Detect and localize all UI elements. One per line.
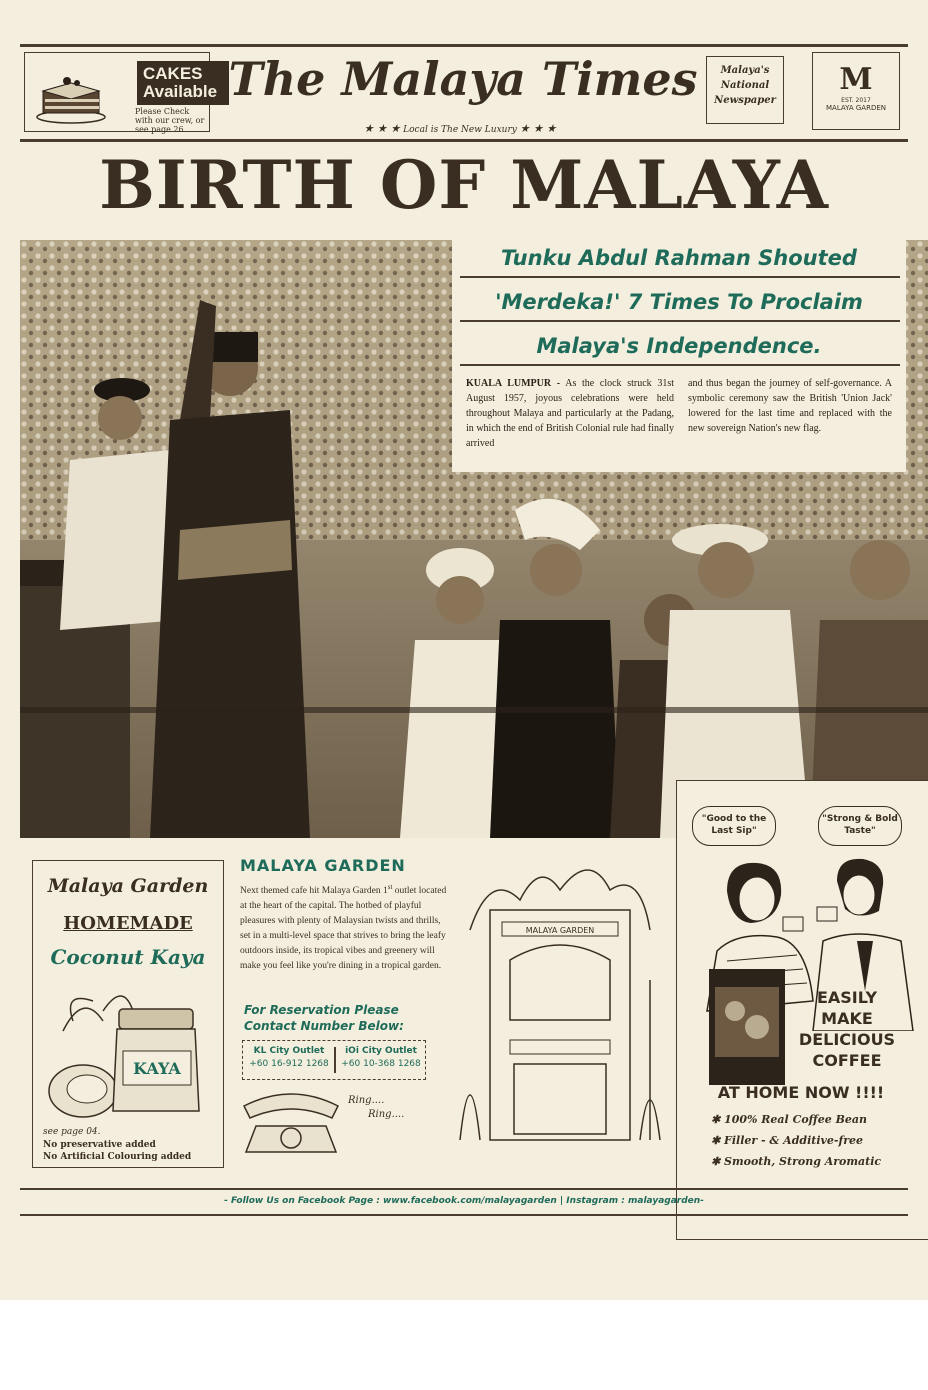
subheadline-rule — [460, 276, 900, 278]
kaya-note: No Artificial Colouring added — [43, 1152, 192, 1162]
asterisk-icon: ✱ — [711, 1113, 725, 1126]
malaya-garden-logo — [812, 52, 900, 130]
logo-mark: M — [839, 62, 873, 97]
article-text-1: As the clock struck 31st August 1957, joyous celebrations were held throughout Malaya and particularly at the Padang, in which the end of British Colonial rule had finally arrived — [466, 378, 674, 449]
reservation-line: Contact Number Below: — [244, 1019, 404, 1033]
star-icon: ★ ★ ★ — [519, 122, 557, 135]
mg-text-sup: st — [387, 883, 393, 891]
kaya-jar-illustration — [43, 981, 213, 1121]
kaya-see-page: see page 04. — [43, 1127, 101, 1137]
logo-name: MALAYA GARDEN — [825, 104, 886, 112]
outlet-name: KL City Outlet — [253, 1046, 325, 1056]
subheadline-line-3: Malaya's Independence. — [536, 334, 822, 358]
reservation-note — [244, 1002, 404, 1034]
asterisk-icon: ✱ — [711, 1155, 725, 1168]
malaya-garden-title: MALAYA GARDEN — [240, 856, 406, 875]
cakes-available-box — [24, 52, 218, 134]
cake-illustration — [33, 61, 109, 125]
ring-line: Ring.... — [368, 1109, 405, 1120]
cafe-building-illustration — [450, 850, 670, 1150]
outlet-divider — [334, 1047, 336, 1073]
coffee-headline-line: EASILY — [816, 988, 878, 1007]
outlet-phone: +60 16-912 1268 — [249, 1059, 329, 1069]
malaya-garden-text — [240, 880, 452, 974]
telephone-icon — [236, 1086, 346, 1156]
footer-top-rule — [20, 1188, 908, 1190]
kaya-product: Coconut Kaya — [50, 945, 206, 969]
star-icon: ★ ★ ★ — [363, 122, 401, 135]
footer-bottom-rule — [20, 1214, 908, 1216]
subheadline-rule — [460, 320, 900, 322]
outlet-contacts — [242, 1040, 426, 1080]
header-top-rule — [20, 44, 908, 47]
article-box — [452, 236, 906, 472]
reservation-line: For Reservation Please — [244, 1003, 399, 1017]
coffee-headline — [789, 987, 905, 1071]
social-footer: - Follow Us on Facebook Page : www.facebook.com/malayagarden | Instagram : malayagarden- — [224, 1196, 704, 1206]
coffee-headline-line: COFFEE — [812, 1051, 882, 1070]
kaya-note: No preservative added — [43, 1140, 156, 1150]
coffee-headline-line: DELICIOUS — [798, 1030, 896, 1049]
asterisk-icon: ✱ — [711, 1134, 725, 1147]
logo-est: EST. 2017 — [841, 97, 871, 104]
header-bottom-rule — [20, 139, 908, 142]
kaya-notes — [43, 1139, 191, 1163]
kaya-homemade: HOMEMADE — [63, 913, 193, 934]
mg-text-b: outlet located at the heart of the capital. The hotbed of playful pleasures with plenty of Malaysian twists and thrills, set in a multi-level space that strives to bring the leafy outdoors inside, its tropical vibes and greenery will make you feel like you're dining in a tropical garden. — [240, 886, 447, 972]
page-headline: BIRTH OF MALAYA — [99, 146, 829, 224]
tagline-text: Local is The New Luxury — [403, 125, 517, 135]
outlet-phone: +60 10-368 1268 — [341, 1059, 421, 1069]
feature-item: ✱ 100% Real Coffee Bean — [711, 1113, 868, 1126]
coconut-kaya-ad — [32, 860, 224, 1168]
article-column-2: and thus began the journey of self-governance. A symbolic ceremony saw the British 'Union Jack' lowered for the last time and replaced with the new sovereign Nation's new flag. — [688, 378, 892, 434]
cakes-label: CAKES Available — [137, 61, 229, 105]
page-margin — [0, 1300, 928, 1390]
subheadline-line-1: Tunku Abdul Rahman Shouted — [501, 246, 857, 270]
feature-item: ✱ Smooth, Strong Aromatic — [711, 1155, 882, 1168]
feature-item: ✱ Filler - & Additive-free — [711, 1134, 864, 1147]
building-sign: MALAYA GARDEN — [525, 926, 595, 935]
ring-line: Ring.... — [348, 1095, 385, 1106]
cakes-note: Please Check with our crew, or see page 26 — [135, 107, 205, 134]
masthead-title: The Malaya Times — [228, 52, 698, 106]
outlet-ioi — [337, 1045, 425, 1071]
outlet-name: iOi City Outlet — [345, 1046, 417, 1056]
subheadline-line-2: 'Merdeka!' 7 Times To Proclaim — [495, 290, 863, 314]
coffee-features — [711, 1109, 881, 1172]
coffee-headline-line: MAKE — [821, 1009, 873, 1028]
subheadline-rule — [460, 364, 900, 366]
speech-bubble-left: "Good to the Last Sip" — [692, 806, 776, 846]
coffee-pack-illustration — [707, 967, 787, 1087]
jar-label-text: KAYA — [133, 1059, 181, 1078]
outlet-kl — [245, 1045, 333, 1071]
coffee-subheadline: AT HOME NOW !!!! — [717, 1083, 885, 1102]
kaya-brand: Malaya Garden — [47, 875, 209, 897]
article-column-1 — [466, 376, 674, 451]
national-newspaper-box: Malaya's National Newspaper — [706, 56, 784, 124]
speech-bubble-right: "Strong & Bold Taste" — [818, 806, 902, 846]
tagline — [350, 122, 570, 135]
dateline: KUALA LUMPUR - — [466, 378, 561, 389]
coffee-ad — [676, 780, 928, 1240]
ring-text — [348, 1094, 404, 1122]
mg-text-a: Next themed cafe hit Malaya Garden 1 — [240, 886, 388, 897]
